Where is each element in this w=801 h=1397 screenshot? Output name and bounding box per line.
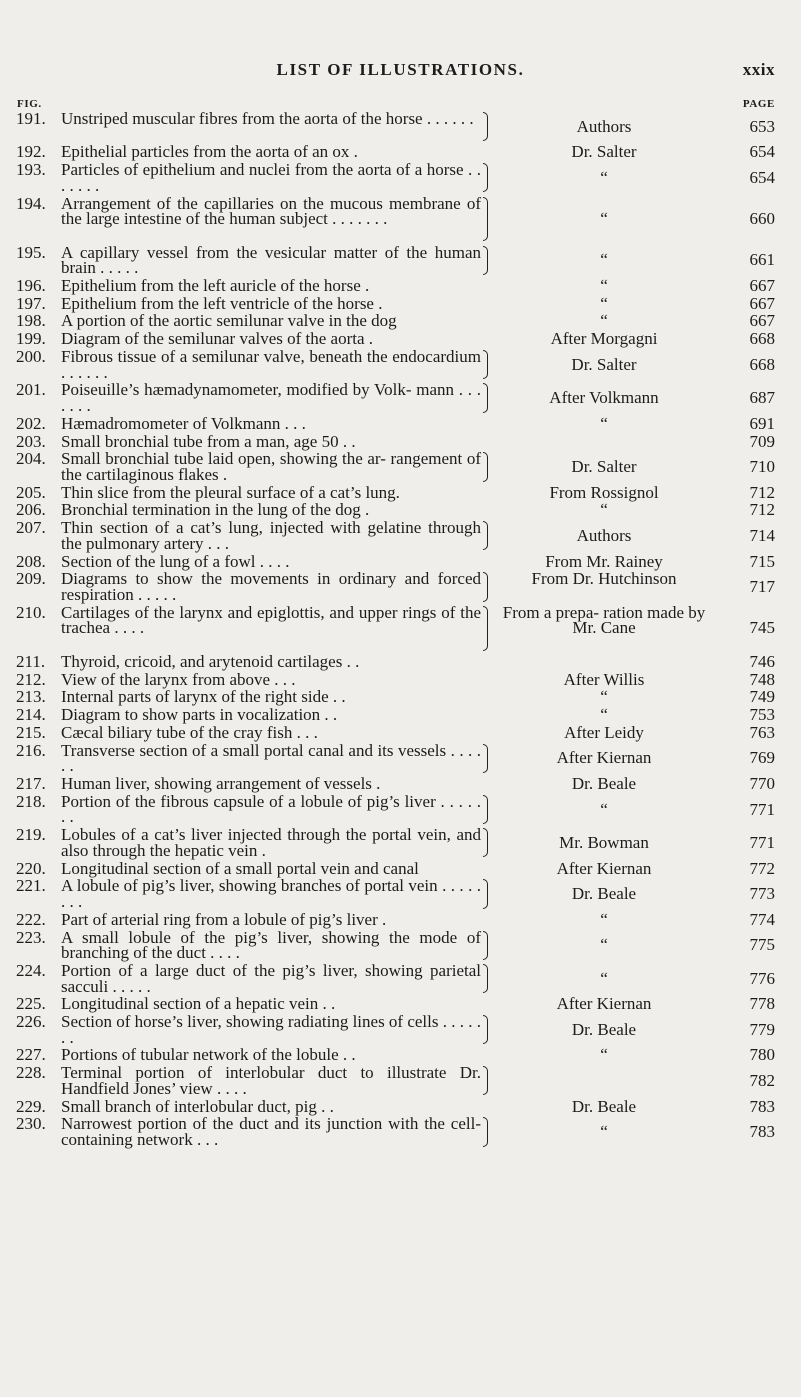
brace-mark <box>483 828 488 857</box>
list-item <box>0 791 801 827</box>
figure-author: “ <box>600 209 608 229</box>
list-item <box>0 878 801 909</box>
list-item <box>0 431 801 451</box>
page-ref: 771 <box>749 799 775 819</box>
brace-mark <box>483 197 488 242</box>
figure-author: Dr. Salter <box>571 354 637 374</box>
list-item <box>0 960 801 996</box>
figure-author: After Morgagni <box>550 329 658 349</box>
figure-caption: Section of horse’s liver, showing radiating lines of cells . . . . . . . <box>61 1012 481 1047</box>
figure-caption: Portion of the fibrous capsule of a lobule of pig’s liver . . . . . . . <box>61 791 481 827</box>
page-ref: 753 <box>749 705 775 725</box>
list-item <box>0 827 801 858</box>
figure-caption: Thyroid, cricoid, and arytenoid cartilages . . <box>61 651 360 671</box>
figure-number: 220. <box>16 858 46 878</box>
brace-mark <box>483 452 488 481</box>
figure-author: Authors <box>576 116 632 136</box>
figure-author: “ <box>600 687 608 707</box>
figure-number: 195. <box>16 242 46 262</box>
figure-caption: Small bronchial tube laid open, showing the ar- rangement of the cartilaginous flakes . <box>61 449 481 484</box>
page-ref: 687 <box>749 388 775 408</box>
figure-caption: Diagrams to show the movements in ordinary and forced respiration . . . . . <box>61 569 481 605</box>
figure-caption: Bronchial termination in the lung of the dog . <box>61 500 370 520</box>
list-item <box>0 551 801 571</box>
list-item <box>0 1047 801 1063</box>
figure-caption: Cartilages of the larynx and epiglottis, and upper rings of the trachea . . . . <box>61 602 481 638</box>
figure-caption: Transverse section of a small portal canal and its vessels . . . . . . <box>61 740 481 776</box>
figure-number: 203. <box>16 431 46 451</box>
list-item <box>0 144 801 160</box>
page-ref: 654 <box>749 167 775 187</box>
figure-author: After Willis <box>563 669 645 689</box>
page-ref: 769 <box>749 748 775 768</box>
figure-author: Authors <box>576 526 632 546</box>
figure-caption: Epithelium from the left auricle of the horse . <box>61 275 370 295</box>
figure-author: “ <box>600 1045 608 1065</box>
figure-number: 212. <box>16 669 46 689</box>
figure-number: 198. <box>16 311 46 331</box>
page-ref: 691 <box>749 413 775 433</box>
brace-mark <box>483 1117 488 1146</box>
figure-number: 196. <box>16 275 46 295</box>
list-item <box>0 689 801 705</box>
page-ref: 772 <box>749 858 775 878</box>
brace-mark <box>483 163 488 192</box>
figure-author: Dr. Beale <box>571 1019 637 1039</box>
brace-mark <box>483 606 488 651</box>
figure-caption: Longitudinal section of a small portal vein and canal <box>61 858 419 878</box>
figure-author: “ <box>600 909 608 929</box>
figure-number: 221. <box>16 876 46 896</box>
page-ref: 715 <box>749 551 775 571</box>
list-item <box>0 293 801 313</box>
figure-number: 225. <box>16 994 46 1014</box>
figure-number: 208. <box>16 551 46 571</box>
figure-caption: Epithelial particles from the aorta of an ox . <box>61 142 358 162</box>
figure-number: 194. <box>16 193 46 213</box>
figure-caption: Hæmadromometer of Volkmann . . . <box>61 413 306 433</box>
list-item <box>0 520 801 551</box>
page-ref: 774 <box>749 909 775 929</box>
figure-caption: Terminal portion of interlobular duct to illustrate Dr. Handfield Jones’ view . . . . <box>61 1063 481 1098</box>
brace-mark <box>483 572 488 601</box>
figure-caption: Thin section of a cat’s lung, injected with gelatine through the pulmonary artery . . . <box>61 518 481 553</box>
figure-author: Dr. Beale <box>571 774 637 794</box>
figure-author: From Mr. Rainey <box>545 551 663 571</box>
figure-caption: Arrangement of the capillaries on the mucous membrane of the large intestine of the human subject . . . . . . . <box>61 193 481 229</box>
page-ref: 667 <box>749 293 775 313</box>
list-item <box>0 1096 801 1116</box>
figure-number: 218. <box>16 791 46 811</box>
page-ref: 667 <box>749 275 775 295</box>
figure-number: 211. <box>16 651 46 671</box>
page-ref: 783 <box>749 1122 775 1142</box>
page-ref: 661 <box>749 250 775 270</box>
figure-number: 193. <box>16 160 46 180</box>
figure-number: 191. <box>16 109 46 128</box>
figure-author: Dr. Beale <box>571 884 637 904</box>
column-heading-page: PAGE <box>742 98 775 110</box>
list-item <box>0 602 801 652</box>
figure-caption: Internal parts of larynx of the right side . . <box>61 687 346 707</box>
running-head <box>0 56 801 86</box>
figure-author: “ <box>600 799 608 819</box>
figure-number: 226. <box>16 1012 46 1032</box>
page-ref: 776 <box>749 968 775 988</box>
figure-caption: A small lobule of the pig’s liver, showing the mode of branching of the duct . . . . <box>61 927 481 963</box>
page-ref: 746 <box>749 651 775 671</box>
list-item <box>0 707 801 723</box>
column-heading-fig: FIG. <box>17 98 42 110</box>
brace-mark <box>483 1015 488 1044</box>
figure-caption: Human liver, showing arrangement of vessels . <box>61 774 381 794</box>
illustration-list <box>0 111 801 1150</box>
figure-author: “ <box>600 413 608 433</box>
brace-mark <box>483 795 488 824</box>
page-title: LIST OF ILLUSTRATIONS. <box>276 60 525 79</box>
figure-caption: Unstriped muscular fibres from the aorta of the horse . . . . . . <box>61 109 474 128</box>
figure-author: “ <box>600 968 608 988</box>
page-ref: 654 <box>749 142 775 162</box>
page-ref: 771 <box>749 833 775 853</box>
figure-caption: View of the larynx from above . . . <box>61 669 296 689</box>
figure-number: 202. <box>16 413 46 433</box>
page-ref: 779 <box>749 1019 775 1039</box>
figure-author: From Dr. Hutchinson <box>531 569 677 589</box>
figure-author: “ <box>600 275 608 295</box>
figure-caption: Small bronchial tube from a man, age 50 . . <box>61 431 356 451</box>
list-item <box>0 858 801 878</box>
figure-caption: Diagram of the semilunar valves of the aorta . <box>61 329 374 349</box>
figure-caption: A lobule of pig’s liver, showing branches of portal vein . . . . . . . . <box>61 876 481 911</box>
figure-number: 227. <box>16 1045 46 1065</box>
brace-mark <box>483 964 488 993</box>
figure-caption: Small branch of interlobular duct, pig . . <box>61 1096 334 1116</box>
brace-mark <box>483 521 488 550</box>
list-item <box>0 193 801 243</box>
list-item <box>0 242 801 278</box>
list-item <box>0 275 801 295</box>
list-item <box>0 1116 801 1147</box>
list-item <box>0 651 801 671</box>
page-ref: 782 <box>749 1071 775 1091</box>
list-item <box>0 927 801 963</box>
figure-number: 217. <box>16 774 46 794</box>
figure-number: 201. <box>16 380 46 400</box>
figure-author: After Kiernan <box>556 994 652 1014</box>
brace-mark <box>483 1066 488 1095</box>
list-item <box>0 451 801 482</box>
page-ref: 770 <box>749 774 775 794</box>
page-ref: 745 <box>749 618 775 638</box>
page-ref: 660 <box>749 209 775 229</box>
list-item <box>0 313 801 329</box>
page-ref: 780 <box>749 1045 775 1065</box>
brace-mark <box>483 383 488 412</box>
figure-caption: A portion of the aortic semilunar valve in the dog <box>61 311 397 331</box>
figure-author: Dr. Beale <box>571 1096 637 1116</box>
list-item <box>0 569 801 605</box>
page-ref: 712 <box>749 482 775 502</box>
brace-mark <box>483 246 488 275</box>
list-item <box>0 111 801 142</box>
figure-number: 210. <box>16 602 46 622</box>
figure-caption: Longitudinal section of a hepatic vein . . <box>61 994 336 1014</box>
brace-mark <box>483 350 488 379</box>
figure-author: “ <box>600 705 608 725</box>
figure-number: 200. <box>16 347 46 367</box>
figure-author: From a prepa- ration made by Mr. Cane <box>502 602 706 638</box>
figure-number: 204. <box>16 449 46 469</box>
page-ref: 709 <box>749 431 775 451</box>
figure-number: 223. <box>16 927 46 947</box>
list-item <box>0 740 801 776</box>
list-item <box>0 1065 801 1096</box>
page-ref: 668 <box>749 329 775 349</box>
page-ref: 773 <box>749 884 775 904</box>
figure-author: “ <box>600 935 608 955</box>
figure-author: “ <box>600 293 608 313</box>
figure-caption: Poiseuille’s hæmadynamometer, modified by Volk- mann . . . . . . . <box>61 380 481 415</box>
page-ref: 653 <box>749 116 775 136</box>
brace-mark <box>483 744 488 773</box>
list-item <box>0 162 801 193</box>
figure-author: After Kiernan <box>556 748 652 768</box>
list-item <box>0 1014 801 1045</box>
figure-author: After Kiernan <box>556 858 652 878</box>
figure-number: 228. <box>16 1063 46 1083</box>
figure-caption: Particles of epithelium and nuclei from the aorta of a horse . . . . . . . <box>61 160 481 195</box>
brace-mark <box>483 931 488 960</box>
page-ref: 668 <box>749 354 775 374</box>
page-ref: 749 <box>749 687 775 707</box>
page-ref: 763 <box>749 722 775 742</box>
figure-number: 207. <box>16 518 46 538</box>
page-ref: 778 <box>749 994 775 1014</box>
figure-number: 229. <box>16 1096 46 1116</box>
list-item <box>0 776 801 792</box>
figure-number: 213. <box>16 687 46 707</box>
figure-author: “ <box>600 500 608 520</box>
figure-author: “ <box>600 167 608 187</box>
page-ref: 710 <box>749 457 775 477</box>
figure-author: “ <box>600 1122 608 1142</box>
figure-number: 230. <box>16 1114 46 1134</box>
figure-author: “ <box>600 250 608 270</box>
list-item <box>0 996 801 1012</box>
figure-number: 206. <box>16 500 46 520</box>
page-number: xxix <box>742 60 775 79</box>
figure-author: After Volkmann <box>549 388 659 408</box>
figure-number: 205. <box>16 482 46 502</box>
figure-caption: Portions of tubular network of the lobule . . <box>61 1045 356 1065</box>
page-ref: 783 <box>749 1096 775 1116</box>
figure-number: 222. <box>16 909 46 929</box>
list-item <box>0 382 801 413</box>
list-item <box>0 349 801 380</box>
list-item <box>0 413 801 433</box>
figure-author: From Rossignol <box>549 482 659 502</box>
figure-author: After Leidy <box>564 722 644 742</box>
figure-author: Dr. Salter <box>571 142 637 162</box>
page-ref: 775 <box>749 935 775 955</box>
figure-caption: Cæcal biliary tube of the cray fish . . . <box>61 722 318 742</box>
figure-caption: Fibrous tissue of a semilunar valve, beneath the endocardium . . . . . . <box>61 347 481 382</box>
list-item <box>0 331 801 347</box>
page-ref: 717 <box>749 577 775 597</box>
figure-caption: Section of the lung of a fowl . . . . <box>61 551 290 571</box>
figure-number: 199. <box>16 329 46 349</box>
figure-caption: Part of arterial ring from a lobule of pig’s liver . <box>61 909 387 929</box>
figure-number: 224. <box>16 960 46 980</box>
figure-number: 192. <box>16 142 46 162</box>
figure-number: 209. <box>16 569 46 589</box>
figure-number: 216. <box>16 740 46 760</box>
figure-caption: Diagram to show parts in vocalization . . <box>61 705 338 725</box>
page-ref: 748 <box>749 669 775 689</box>
figure-number: 197. <box>16 293 46 313</box>
list-item <box>0 669 801 689</box>
figure-number: 214. <box>16 705 46 725</box>
figure-author: Dr. Salter <box>571 457 637 477</box>
figure-author: Mr. Bowman <box>559 833 649 853</box>
figure-number: 215. <box>16 722 46 742</box>
figure-caption: Narrowest portion of the duct and its junction with the cell-containing network . . . <box>61 1114 481 1149</box>
list-item <box>0 722 801 742</box>
figure-caption: A capillary vessel from the vesicular matter of the human brain . . . . . <box>61 242 481 278</box>
brace-mark <box>483 879 488 908</box>
figure-caption: Epithelium from the left ventricle of the horse . <box>61 293 383 313</box>
list-item <box>0 482 801 502</box>
list-item <box>0 502 801 518</box>
brace-mark <box>483 112 488 141</box>
list-item <box>0 909 801 929</box>
page-ref: 714 <box>749 526 775 546</box>
figure-caption: Thin slice from the pleural surface of a cat’s lung. <box>61 482 400 502</box>
figure-caption: Lobules of a cat’s liver injected through the portal vein, and also through the hepatic vein . <box>61 825 481 860</box>
figure-caption: Portion of a large duct of the pig’s liver, showing parietal sacculi . . . . . <box>61 960 481 996</box>
figure-author: “ <box>600 311 608 331</box>
figure-number: 219. <box>16 825 46 845</box>
page-ref: 712 <box>749 500 775 520</box>
page-ref: 667 <box>749 311 775 331</box>
